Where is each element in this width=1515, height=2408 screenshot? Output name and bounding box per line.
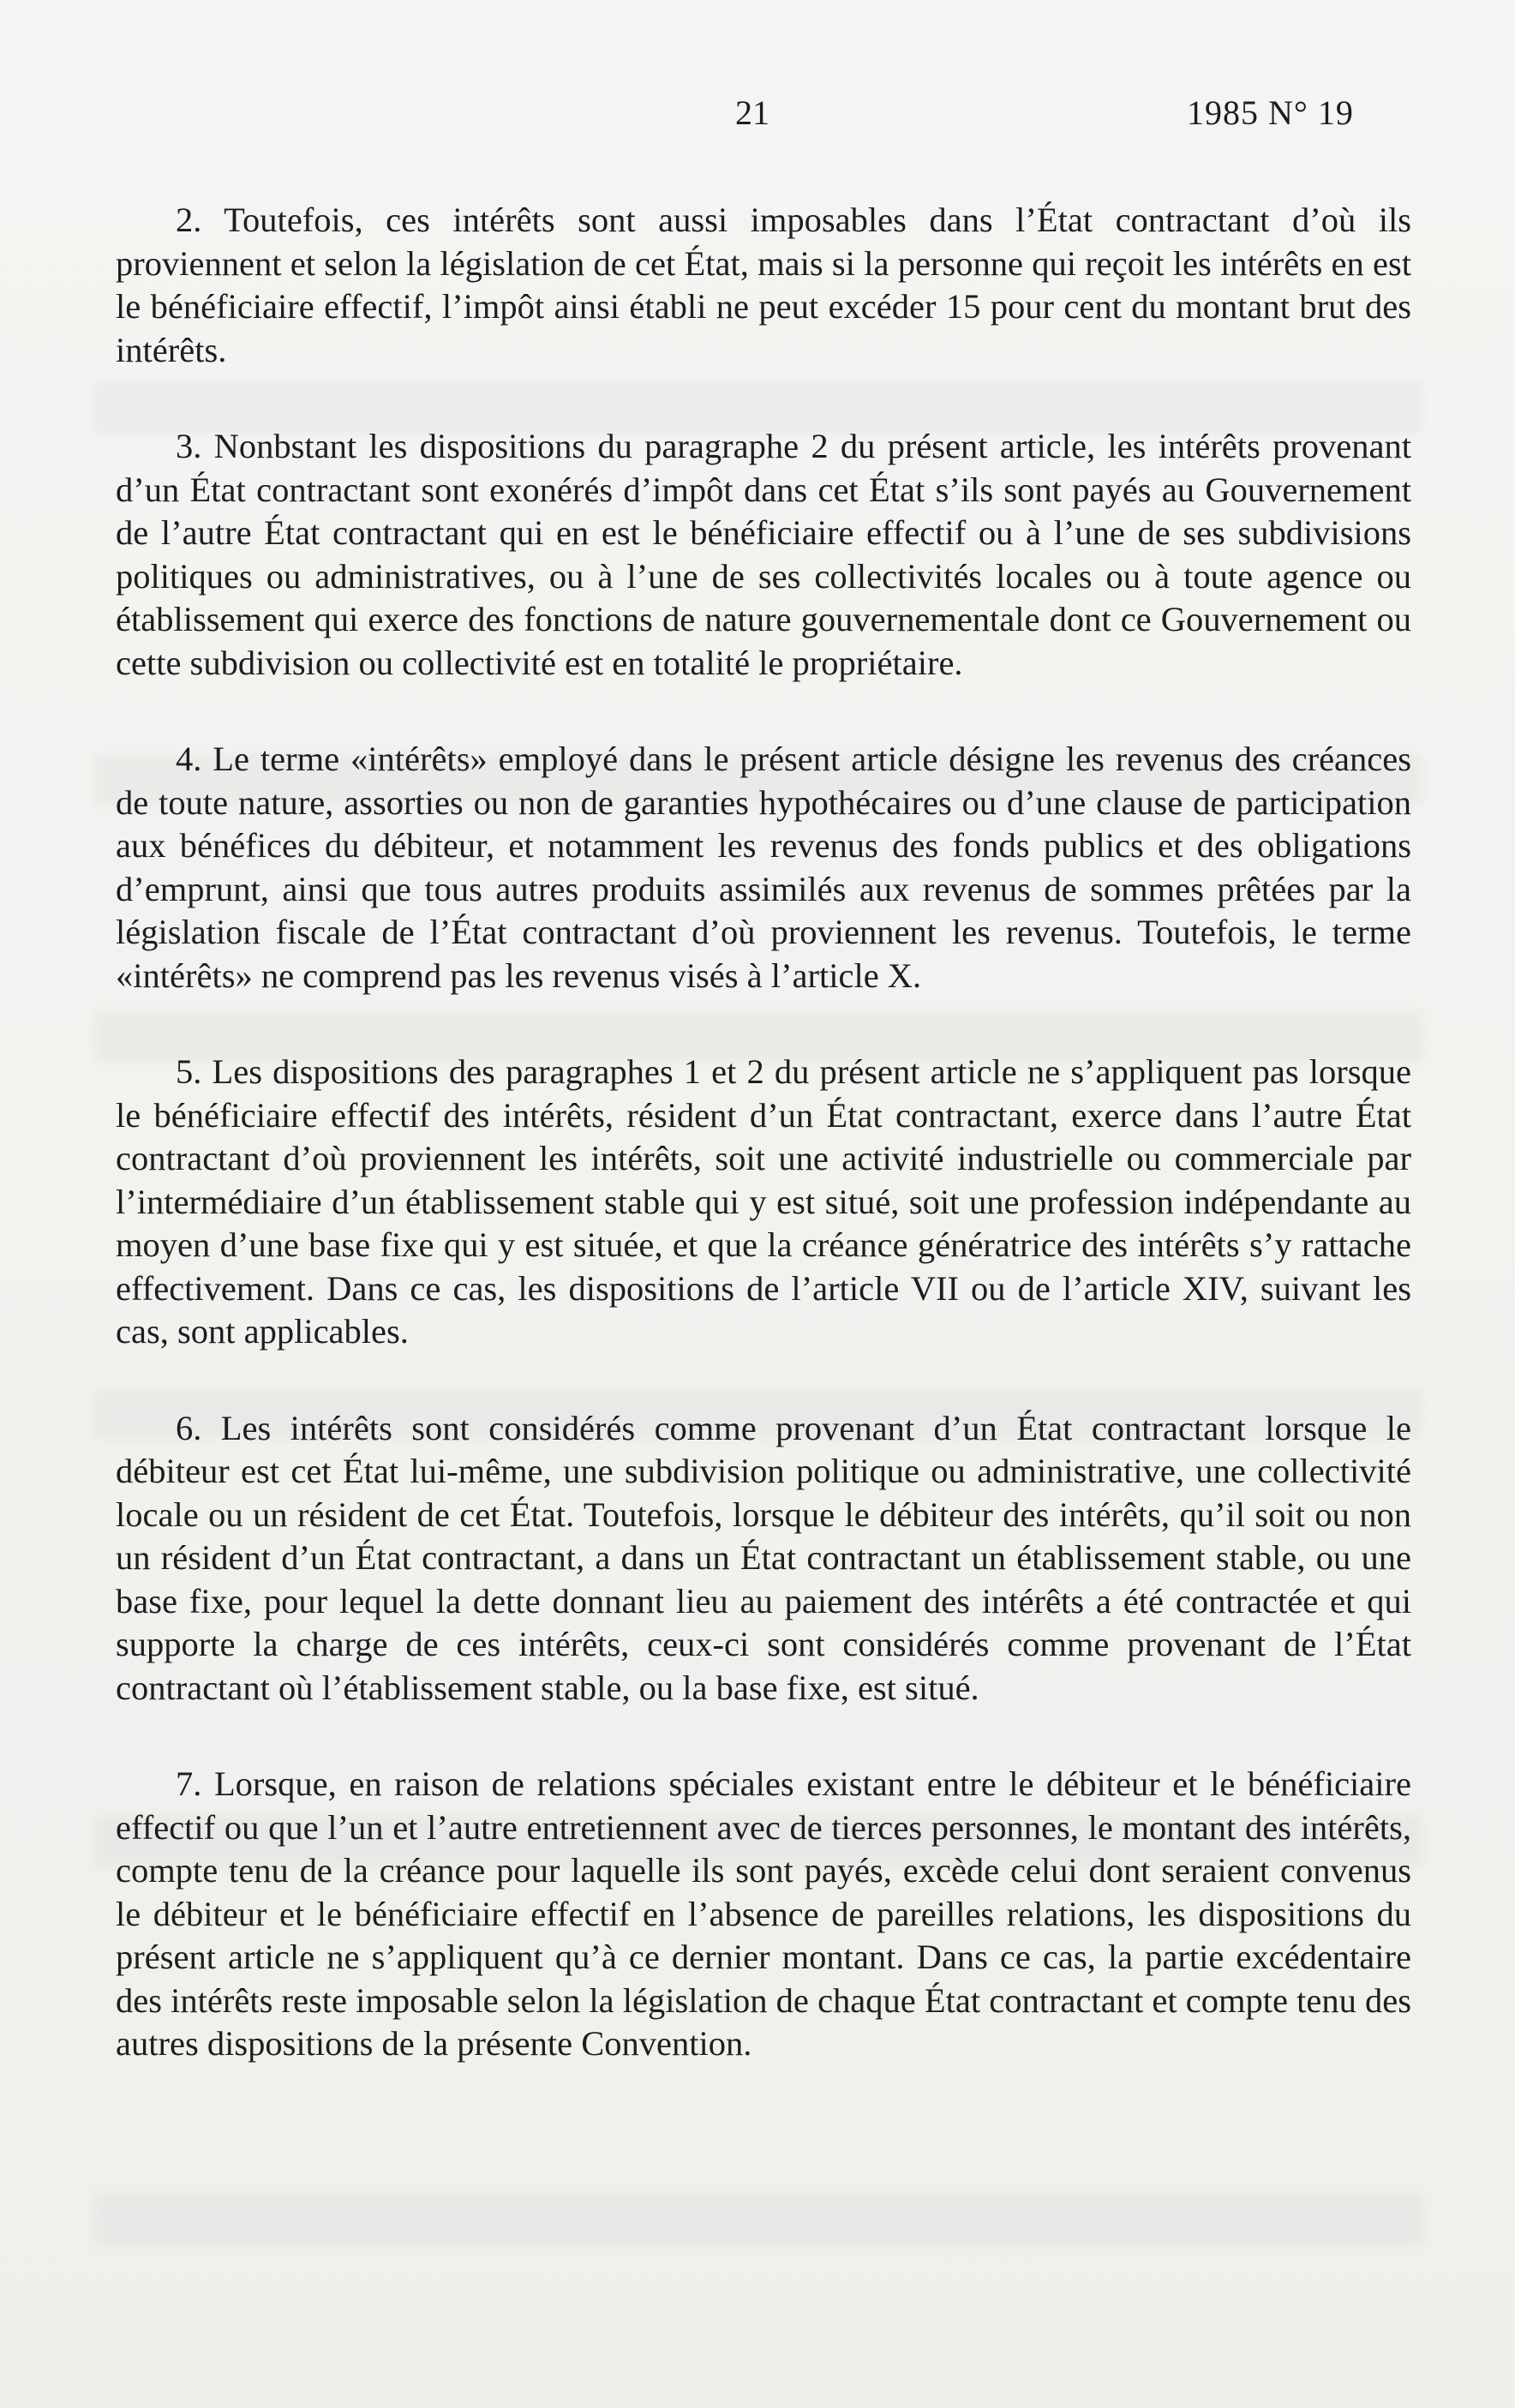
paragraph-7: 7. Lorsque, en raison de relations spéciales existant entre le débiteur et le bénéficiaire effectif ou que l’un et l’autre entretiennent avec de tierces personnes, le montant des intérêts, compte tenu de la créance pour laquelle ils sont payés, excède celui dont seraient convenus le débiteur et le bénéficiaire effectif en l’absence de pareilles relations, les dispositions du présent article ne s’appliquent qu’à ce dernier montant. Dans ce cas, la partie excédentaire des intérêts reste imposable selon la législation de chaque État contractant et compte tenu des autres dispositions de la présente Convention. bbox=[116, 1764, 1411, 2063]
publication-reference: 1985 N° 19 bbox=[1187, 93, 1354, 132]
paragraph-6: 6. Les intérêts sont considérés comme provenant d’un État contractant lorsque le débiteur est cet État lui-même, une subdivision politique ou administrative, une collectivité locale ou un résident de cet État. Toutefois, lorsque le débiteur des intérêts, qu’il soit ou non un résident d’un État contractant, a dans un État contractant un établissement stable, ou une base fixe, pour lequel la dette donnant lieu au paiement des intérêts a été contractée et qui supporte la charge de ces intérêts, ceux-ci sont considérés comme provenant de l’État contractant où l’établissement stable, ou la base fixe, est situé. bbox=[116, 1408, 1411, 1707]
show-through-shadow bbox=[94, 2194, 1422, 2245]
page-number: 21 bbox=[735, 93, 769, 132]
paragraph-5: 5. Les dispositions des paragraphes 1 et 2 du présent article ne s’appliquent pas lorsque le bénéficiaire effectif des intérêts, résident d’un État contractant, exerce dans l’autre État contractant d’où proviennent les intérêts, soit une activité industrielle ou commerciale par l’intermédiaire d’un établissement stable qui y est situé, soit une profession indépendante au moyen d’une base fixe qui y est située, et que la créance génératrice des intérêts s’y rattache effectivement. Dans ce cas, les dispositions de l’article VII ou de l’article XIV, suivant les cas, sont applicables. bbox=[116, 1052, 1411, 1351]
paragraph-3: 3. Nonbstant les dispositions du paragraphe 2 du présent article, les intérêts provenant d’un État contractant sont exonérés d’impôt dans cet État s’ils sont payés au Gouvernement de l’autre État contractant qui en est le bénéficiaire effectif ou à l’une de ses subdivisions politiques ou administratives, ou à l’une de ses collectivités locales ou à toute agence ou établissement qui exerce des fonctions de nature gouvernementale dont ce Gouvernement ou cette subdivision ou collectivité est en totalité le propriétaire. bbox=[116, 427, 1411, 682]
paragraph-4: 4. Le terme «intérêts» employé dans le présent article désigne les revenus des créances de toute nature, assorties ou non de garanties hypothécaires ou d’une clause de participation aux bénéfices du débiteur, et notamment les revenus des fonds publics et des obligations d’emprunt, ainsi que tous autres produits assimilés aux revenus de sommes prêtées par la législation fiscale de l’État contractant d’où proviennent les revenus. Toutefois, le terme «intérêts» ne comprend pas les revenus visés à l’article X. bbox=[116, 740, 1411, 995]
paragraph-2: 2. Toutefois, ces intérêts sont aussi imposables dans l’État contractant d’où ils proviennent et selon la législation de cet État, mais si la personne qui reçoit les intérêts en est le bénéficiaire effectif, l’impôt ainsi établi ne peut excéder 15 pour cent du montant brut des intérêts. bbox=[116, 201, 1411, 369]
page-header bbox=[0, 93, 1515, 144]
article-body bbox=[116, 199, 1411, 2066]
